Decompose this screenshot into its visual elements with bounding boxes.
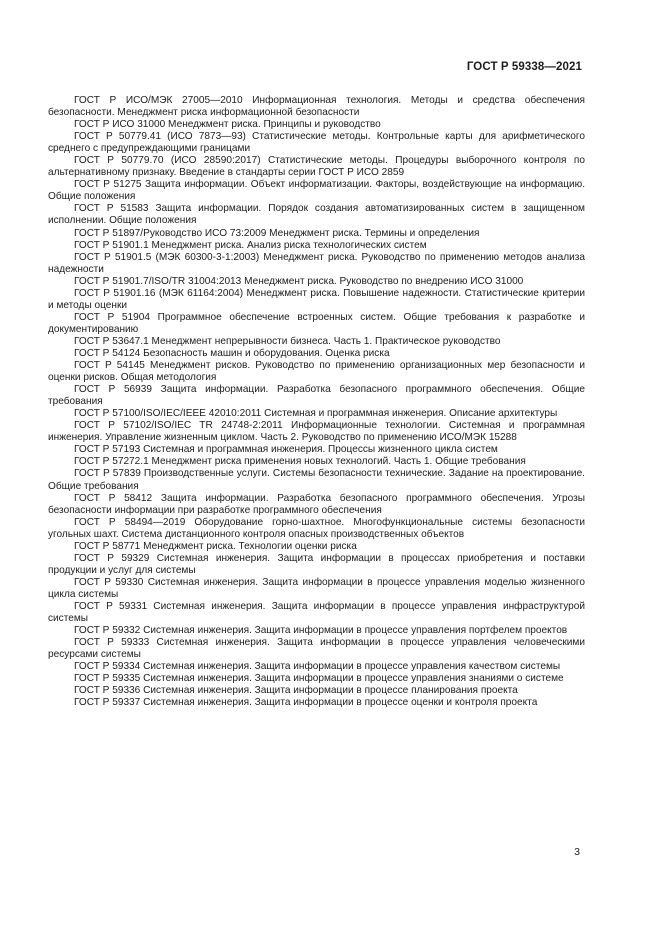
reference-item: ГОСТ Р 57193 Системная и программная инженерия. Процессы жизненного цикла систем [74, 444, 498, 456]
reference-item: ГОСТ Р 53647.1 Менеджмент непрерывности бизнеса. Часть 1. Практическое руководство [74, 335, 501, 347]
reference-item: ГОСТ Р 56939 Защита информации. Разработка безопасного программного обеспечения. Общие требования [48, 384, 585, 408]
reference-item: ГОСТ Р 58771 Менеджмент риска. Технологии оценки риска [74, 540, 357, 552]
reference-item: ГОСТ Р ИСО/МЭК 27005—2010 Информационная технология. Методы и средства обеспечения безопасности. Менеджмент риска информационной безопасности [48, 95, 585, 119]
reference-item: ГОСТ Р 51901.7/ISO/TR 31004:2013 Менеджмент риска. Руководство по внедрению ИСО 31000 [74, 275, 524, 287]
reference-item: ГОСТ Р 57839 Производственные услуги. Системы безопасности технические. Задание на проектирование. Общие требования [48, 468, 585, 492]
reference-item: ГОСТ Р 54145 Менеджмент рисков. Руководство по применению организационных мер безопасности и оценки рисков. Общая методология [48, 360, 585, 384]
reference-item: ГОСТ Р 59333 Системная инженерия. Защита информации в процессе управления человеческими ресурсами системы [48, 637, 585, 661]
reference-item: ГОСТ Р 58494—2019 Оборудование горно-шахтное. Многофункциональные системы безопасности угольных шахт. Система дистанционного контроля опасных производственных объектов [48, 516, 585, 540]
reference-item: ГОСТ Р ИСО 31000 Менеджмент риска. Принципы и руководство [74, 119, 381, 131]
page-number: 3 [574, 846, 580, 858]
reference-item: ГОСТ Р 51901.5 (МЭК 60300-3-1:2003) Менеджмент риска. Руководство по применению методов анализа надежности [48, 251, 585, 275]
reference-item: ГОСТ Р 50779.70 (ИСО 28590:2017) Статистические методы. Процедуры выборочного контроля по альтернативному признаку. Введение в стандарты серии ГОСТ Р ИСО 2859 [48, 155, 585, 179]
reference-item: ГОСТ Р 51583 Защита информации. Порядок создания автоматизированных систем в защищенном исполнении. Общие положения [48, 203, 585, 227]
reference-item: ГОСТ Р 51904 Программное обеспечение встроенных систем. Общие требования к разработке и документированию [48, 311, 585, 335]
reference-item: ГОСТ Р 57102/ISO/IEC TR 24748-2:2011 Информационные технологии. Системная и программная инженерия. Управление жизненным циклом. Часть 2. Руководство по применению ИСО/МЭК 15288 [48, 420, 585, 444]
reference-item: ГОСТ Р 57272.1 Менеджмент риска применения новых технологий. Часть 1. Общие требования [74, 456, 526, 468]
reference-item: ГОСТ Р 59337 Системная инженерия. Защита информации в процессе оценки и контроля проекта [74, 697, 538, 709]
reference-item: ГОСТ Р 51897/Руководство ИСО 73:2009 Менеджмент риска. Термины и определения [74, 227, 480, 239]
reference-item: ГОСТ Р 59331 Системная инженерия. Защита информации в процессе управления инфраструктурой системы [48, 600, 585, 625]
reference-item: ГОСТ Р 51901.16 (МЭК 61164:2004) Менеджмент риска. Повышение надежности. Статистические критерии и методы оценки [48, 287, 585, 311]
reference-item: ГОСТ Р 59334 Системная инженерия. Защита информации в процессе управления качеством системы [74, 661, 561, 673]
document-header: ГОСТ Р 59338—2021 [466, 61, 582, 73]
reference-item: ГОСТ Р 59332 Системная инженерия. Защита информации в процессе управления портфелем проектов [74, 625, 568, 637]
reference-item: ГОСТ Р 59336 Системная инженерия. Защита информации в процессе планирования проекта [74, 685, 518, 697]
reference-item: ГОСТ Р 58412 Защита информации. Разработка безопасного программного обеспечения. Угрозы безопасности информации при разработке программного обеспечения [48, 492, 585, 516]
normative-references-list [48, 95, 585, 709]
reference-item: ГОСТ Р 57100/ISO/IEC/IEEE 42010:2011 Системная и программная инженерия. Описание архитектуры [74, 408, 558, 420]
reference-item: ГОСТ Р 51275 Защита информации. Объект информатизации. Факторы, воздействующие на информацию. Общие положения [48, 179, 585, 203]
reference-item: ГОСТ Р 59335 Системная инженерия. Защита информации в процессе управления знаниями о системе [74, 673, 564, 685]
reference-item: ГОСТ Р 51901.1 Менеджмент риска. Анализ риска технологических систем [74, 239, 427, 251]
reference-item: ГОСТ Р 59329 Системная инженерия. Защита информации в процессах приобретения и поставки продукции и услуг для системы [48, 552, 585, 576]
reference-item: ГОСТ Р 50779.41 (ИСО 7873—93) Статистические методы. Контрольные карты для арифметического среднего с предупреждающими границами [48, 131, 585, 155]
reference-item: ГОСТ Р 59330 Системная инженерия. Защита информации в процессе управления моделью жизненного цикла системы [48, 576, 585, 600]
reference-item: ГОСТ Р 54124 Безопасность машин и оборудования. Оценка риска [74, 347, 390, 359]
